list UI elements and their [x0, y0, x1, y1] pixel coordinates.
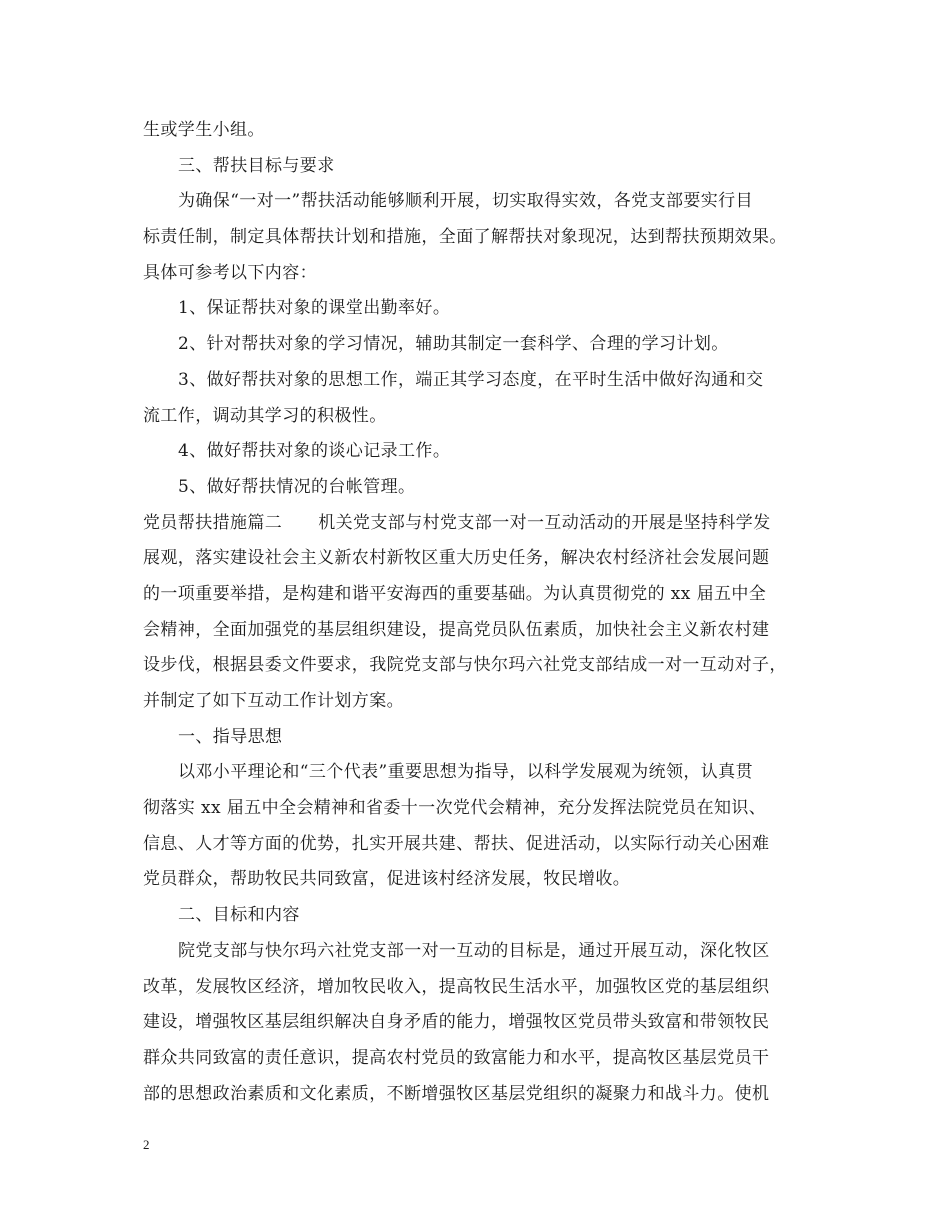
text-line: 党员群众，帮助牧民共同致富，促进该村经济发展，牧民增收。: [143, 869, 631, 890]
text-line: 院党支部与快尔玛六社党支部一对一互动的目标是，通过开展互动，深化牧区: [178, 940, 770, 961]
text-line: 展观，落实建设社会主义新农村新牧区重大历史任务，解决农村经济社会发展问题: [143, 548, 770, 569]
section-heading-2: 二、目标和内容: [178, 905, 300, 926]
text-line: 改革，发展牧区经济，增加牧民收入，提高牧民生活水平，加强牧区党的基层组织: [143, 976, 770, 997]
text-line: 群众共同致富的责任意识，提高农村党员的致富能力和水平，提高牧区基层党员干: [143, 1047, 770, 1068]
text-line: 部的思想政治素质和文化素质，不断增强牧区基层党组织的凝聚力和战斗力。使机: [143, 1083, 770, 1104]
text-line: 以邓小平理论和“三个代表”重要思想为指导，以科学发展观为统领，认真贯: [178, 762, 753, 783]
document-body: [143, 113, 815, 1112]
section-first-text: 机关党支部与村党支部一对一互动活动的开展是坚持科学发: [318, 512, 771, 533]
text-line: 建设，增强牧区基层组织解决自身矛盾的能力，增强牧区党员带头致富和带领牧民: [143, 1012, 770, 1033]
page-number: 2: [143, 1137, 150, 1152]
text-line: 会精神，全面加强党的基层组织建设，提高党员队伍素质，加快社会主义新农村建: [143, 619, 770, 640]
section-title: 党员帮扶措施篇二: [143, 512, 283, 533]
list-item: 2、针对帮扶对象的学习情况，辅助其制定一套科学、合理的学习计划。: [178, 334, 729, 355]
text-line: 具体可参考以下内容：: [143, 262, 317, 283]
section-title-line: [143, 506, 815, 542]
list-item: 4、做好帮扶对象的谈心记录工作。: [178, 441, 451, 462]
text-line: 标责任制，制定具体帮扶计划和措施，全面了解帮扶对象现况，达到帮扶预期效果。: [143, 227, 787, 248]
text-line: 的一项重要举措，是构建和谐平安海西的重要基础。为认真贯彻党的 xx 届五中全: [143, 583, 767, 604]
list-item: 1、保证帮扶对象的课堂出勤率好。: [178, 298, 451, 319]
text-line: 信息、人才等方面的优势，扎实开展共建、帮扶、促进活动，以实际行动关心困难: [143, 833, 770, 854]
text-line: 生或学生小组。: [143, 120, 265, 140]
section-heading-1: 一、指导思想: [178, 726, 283, 747]
text-line: 流工作，调动其学习的积极性。: [143, 405, 387, 426]
section-heading-3: 三、帮扶目标与要求: [178, 155, 335, 176]
text-line: 为确保“一对一”帮扶活动能够顺利开展，切实取得实效，各党支部要实行目: [178, 191, 753, 212]
list-item: 5、做好帮扶情况的台帐管理。: [178, 476, 416, 497]
text-line: 设步伐，根据县委文件要求，我院党支部与快尔玛六社党支部结成一对一互动对子，: [143, 655, 787, 676]
text-line: 并制定了如下互动工作计划方案。: [143, 691, 404, 711]
text-line: 彻落实 xx 届五中全会精神和省委十一次党代会精神，充分发挥法院党员在知识、: [143, 798, 767, 819]
list-item: 3、做好帮扶对象的思想工作，端正其学习态度，在平时生活中做好沟通和交: [178, 369, 764, 390]
